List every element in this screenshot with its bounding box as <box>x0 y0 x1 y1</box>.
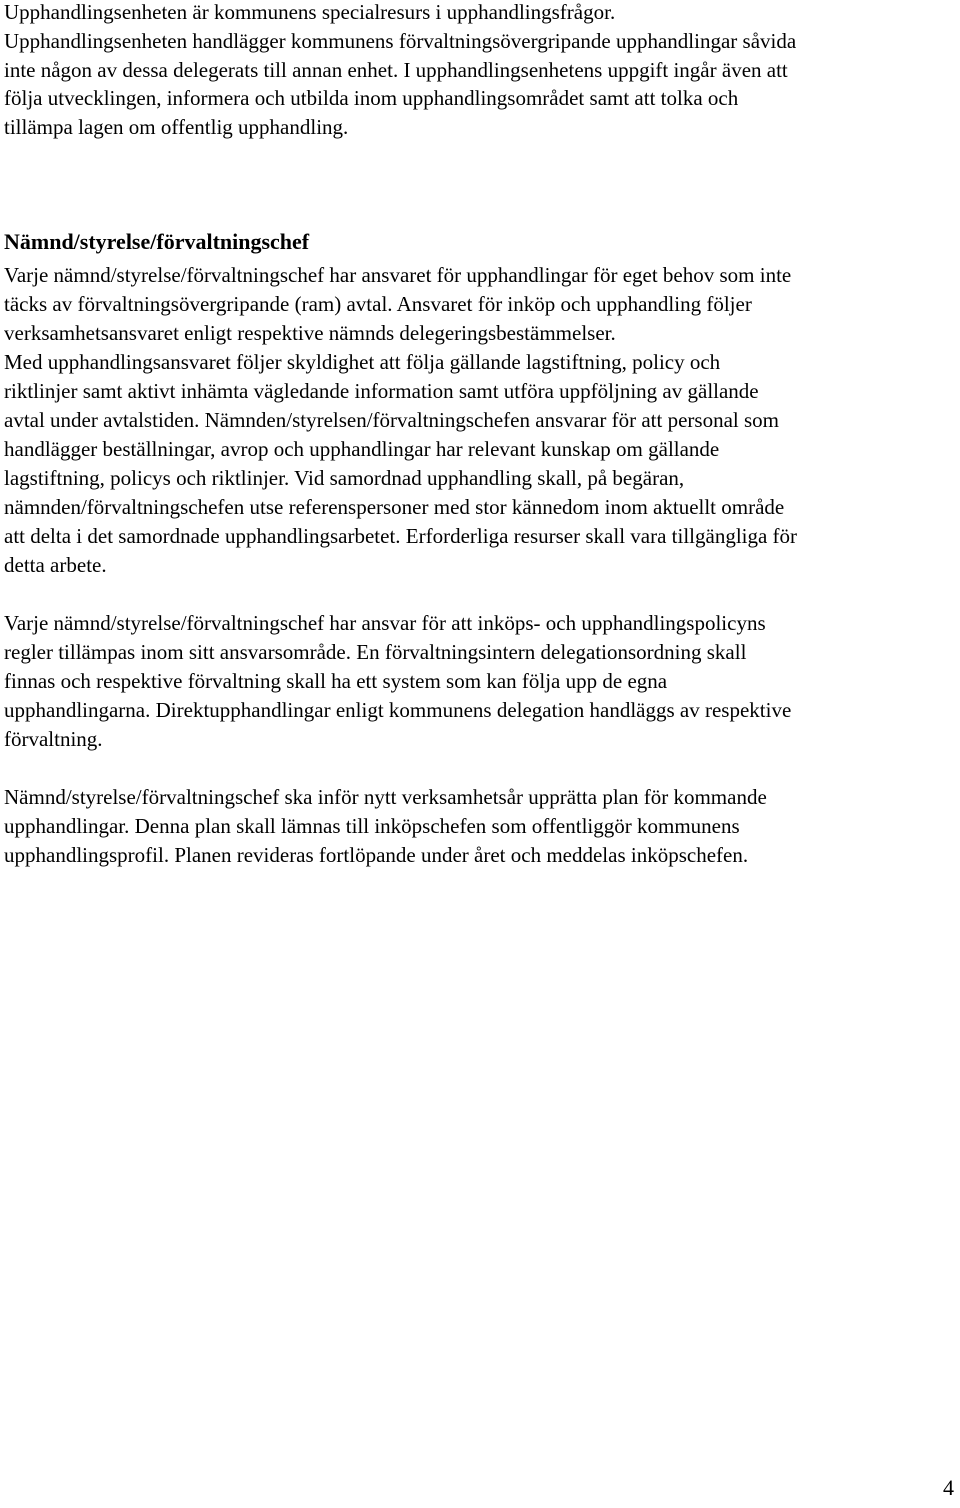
text-line: Upphandlingsenheten är kommunens specialresurs i upphandlingsfrågor. <box>4 0 616 24</box>
text-line: upphandlingarna. Direktupphandlingar enligt kommunens delegation handläggs av respektive <box>4 698 792 722</box>
text-line: handlägger beställningar, avrop och upphandlingar har relevant kunskap om gällande <box>4 437 720 461</box>
text-line: följa utvecklingen, informera och utbilda inom upphandlingsområdet samt att tolka och <box>4 86 739 110</box>
text-line: tillämpa lagen om offentlig upphandling. <box>4 115 349 139</box>
text-line: Varje nämnd/styrelse/förvaltningschef har ansvaret för upphandlingar för eget behov som inte <box>4 263 792 287</box>
text-line: upphandlingar. Denna plan skall lämnas till inköpschefen som offentliggör kommunens <box>4 814 740 838</box>
text-line: förvaltning. <box>4 727 103 751</box>
text-line: att delta i det samordnade upphandlingsarbetet. Erforderliga resurser skall vara tillgängliga för <box>4 524 798 548</box>
text-line: Upphandlingsenheten handlägger kommunens förvaltningsövergripande upphandlingar såvida <box>4 29 797 53</box>
text-line: avtal under avtalstiden. Nämnden/styrelsen/förvaltningschefen ansvarar för att personal som <box>4 408 779 432</box>
text-line: nämnden/förvaltningschefen utse referenspersoner med stor kännedom inom aktuellt område <box>4 495 785 519</box>
text-line: Med upphandlingsansvaret följer skyldighet att följa gällande lagstiftning, policy och <box>4 350 721 374</box>
text-line: detta arbete. <box>4 553 107 577</box>
text-line: riktlinjer samt aktivt inhämta vägledande information samt utföra uppföljning av gällande <box>4 379 759 403</box>
text-line: täcks av förvaltningsövergripande (ram) avtal. Ansvaret för inköp och upphandling följer <box>4 292 752 316</box>
section-heading: Nämnd/styrelse/förvaltningschef <box>4 229 310 254</box>
text-line: regler tillämpas inom sitt ansvarsområde. En förvaltningsintern delegationsordning skall <box>4 640 747 664</box>
page-number: 4 <box>943 1475 954 1500</box>
text-line: upphandlingsprofil. Planen revideras fortlöpande under året och meddelas inköpschefen. <box>4 843 749 867</box>
text-line: lagstiftning, policys och riktlinjer. Vid samordnad upphandling skall, på begäran, <box>4 466 685 490</box>
text-line: Nämnd/styrelse/förvaltningschef ska inför nytt verksamhetsår upprätta plan för kommande <box>4 785 767 809</box>
text-line: verksamhetsansvaret enligt respektive nämnds delegeringsbestämmelser. <box>4 321 616 345</box>
text-line: inte någon av dessa delegerats till annan enhet. I upphandlingsenhetens uppgift ingår även att <box>4 58 788 82</box>
text-line: finnas och respektive förvaltning skall ha ett system som kan följa upp de egna <box>4 669 668 693</box>
text-line: Varje nämnd/styrelse/förvaltningschef har ansvar för att inköps- och upphandlingspolicyns <box>4 611 766 635</box>
